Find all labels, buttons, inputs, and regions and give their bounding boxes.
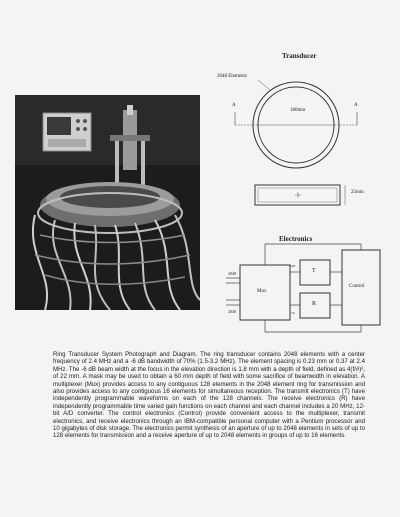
r-label: R <box>312 301 317 307</box>
electronics-title: Electronics <box>279 235 313 243</box>
height-label: 25mm <box>351 190 364 195</box>
t-label: T <box>312 268 316 274</box>
elements-label: 2048 Elements <box>217 74 247 79</box>
mux-label: Mux <box>257 289 267 294</box>
control-label: Control <box>349 284 365 289</box>
section-mark-right: A <box>354 103 358 108</box>
transducer-title: Transducer <box>282 52 317 60</box>
diameter-label: 180mm <box>290 108 306 113</box>
bus-label-bottom: 16 <box>291 311 295 315</box>
section-mark-left: A <box>232 103 236 108</box>
bus-label-top: 128 <box>290 264 296 268</box>
input-label-bottom: 2048 <box>228 309 236 314</box>
figure-caption: Ring Transducer System Photograph and Diagram. The ring transducer contains 2048 elements with a center frequency of 2.4 MHz and a -6 dB bandwidth of 70% (1.5-3.2 MHz). The element spacing is 0.23 mm or 0.37 at 2.4 MHz. The -6 dB beam width at the focus in the elevation direction is 1.8 mm with a depth of field, defined as 4(f/#)², of 22 mm. A mask may be used to obtain a 60 mm depth of field with some sacrifice of beamwidth in elevation. A multiplexer (Mux) provides access to any contiguous 128 elements in the 2048 element ring for transmission and also provides access to any contiguous 16 elements for simultaneous reception. The transmit electronics (T) have independently programmable waveforms on each of the 128 channels. The receive electronics (R) have independently programmable time varied gain functions on each channel and each channel includes a 20 MHz, 12-bit A/D converter. The control electronics (Control) provide convenient access to the multiplexer, transmit electronics, and receive electronics through an IBM-compatible personal computer with a Pentium processor and 10 gigabytes of disk storage. The electronics permit synthesis of an aperture of up to 2048 elements in sets of up to 128 elements for transmission and a receive aperture of up to 2048 elements in groups of up to 16 elements. <box>53 351 365 440</box>
input-label-top: 2048 <box>228 271 236 276</box>
